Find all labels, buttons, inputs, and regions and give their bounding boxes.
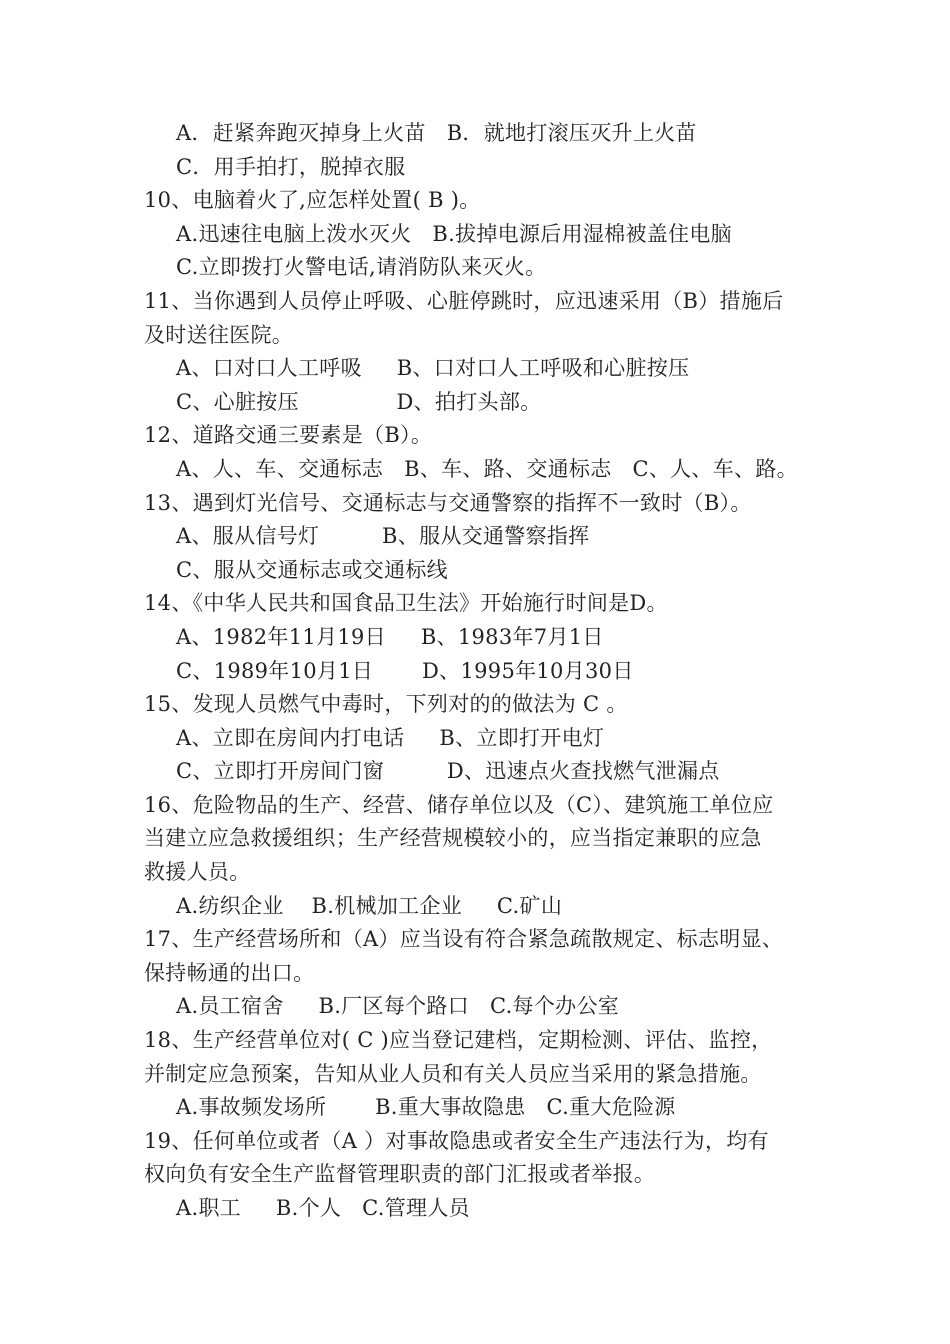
option-line: A.职工 B.个人 C.管理人员 — [176, 1196, 470, 1220]
question-line: 17、生产经营场所和（A）应当设有符合紧急疏散规定、标志明显、 — [144, 927, 784, 952]
question-line: 10、电脑着火了,应怎样处置( B )。 — [144, 188, 481, 213]
option-line: A.迅速往电脑上泼水灭火 B.拔掉电源后用湿棉被盖住电脑 — [176, 221, 732, 246]
option-line: C、立即打开房间门窗 D、迅速点火查找燃气泄漏点 — [176, 759, 720, 784]
question-line: 及时送往医院。 — [144, 322, 294, 347]
question-line: 并制定应急预案，告知从业人员和有关人员应当采用的紧急措施。 — [144, 1061, 762, 1086]
question-line: 13、遇到灯光信号、交通标志与交通警察的指挥不一致时（B）。 — [144, 490, 752, 515]
option-line: A、人、车、交通标志 B、车、路、交通标志 C、人、车、路。 — [176, 456, 798, 481]
option-line: A、1982年11月19日 B、1983年7月1日 — [176, 624, 604, 649]
question-line: 12、道路交通三要素是（B）。 — [144, 423, 433, 448]
question-list — [144, 117, 824, 1226]
option-line: A.事故频发场所 B.重大事故隐患 C.重大危险源 — [176, 1095, 676, 1120]
option-line: C、1989年10月1日 D、1995年10月30日 — [176, 658, 634, 683]
option-line: A、立即在房间内打电话 B、立即打开电灯 — [176, 725, 605, 750]
option-line: C.立即拨打火警电话,请消防队来灭火。 — [176, 255, 547, 280]
option-line: A.员工宿舍 B.厂区每个路口 C.每个办公室 — [176, 994, 620, 1019]
option-line: C、心脏按压 D、拍打头部。 — [176, 389, 542, 414]
question-line: 救援人员。 — [144, 860, 251, 885]
question-line: 当建立应急救援组织；生产经营规模较小的，应当指定兼职的应急 — [144, 826, 762, 851]
question-line: 15、发现人员燃气中毒时，下列对的的做法为 C 。 — [144, 692, 628, 717]
question-line: 16、危险物品的生产、经营、储存单位以及（C）、建筑施工单位应 — [144, 792, 774, 817]
question-line: 保持畅通的出口。 — [144, 960, 315, 985]
option-line: A、口对口人工呼吸 B、口对口人工呼吸和心脏按压 — [176, 356, 690, 381]
option-line: A.纺织企业 B.机械加工企业 C.矿山 — [176, 893, 563, 918]
option-line: C．用手拍打，脱掉衣服 — [176, 154, 406, 179]
question-line: 11、当你遇到人员停止呼吸、心脏停跳时，应迅速采用（B）措施后 — [144, 288, 784, 313]
question-line: 权向负有安全生产监督管理职责的部门汇报或者举报。 — [144, 1162, 656, 1187]
option-line: A、服从信号灯 B、服从交通警察指挥 — [176, 524, 590, 549]
option-line: C、服从交通标志或交通标线 — [176, 557, 448, 582]
question-line: 18、生产经营单位对( C )应当登记建档，定期检测、评估、监控， — [144, 1028, 773, 1053]
option-line: A．赶紧奔跑灭掉身上火苗 B．就地打滚压灭升上火苗 — [176, 121, 697, 145]
question-line: 19、任何单位或者（A ）对事故隐患或者安全生产违法行为，均有 — [144, 1128, 769, 1153]
question-line: 14、《中华人民共和国食品卫生法》开始施行时间是D。 — [144, 591, 668, 616]
